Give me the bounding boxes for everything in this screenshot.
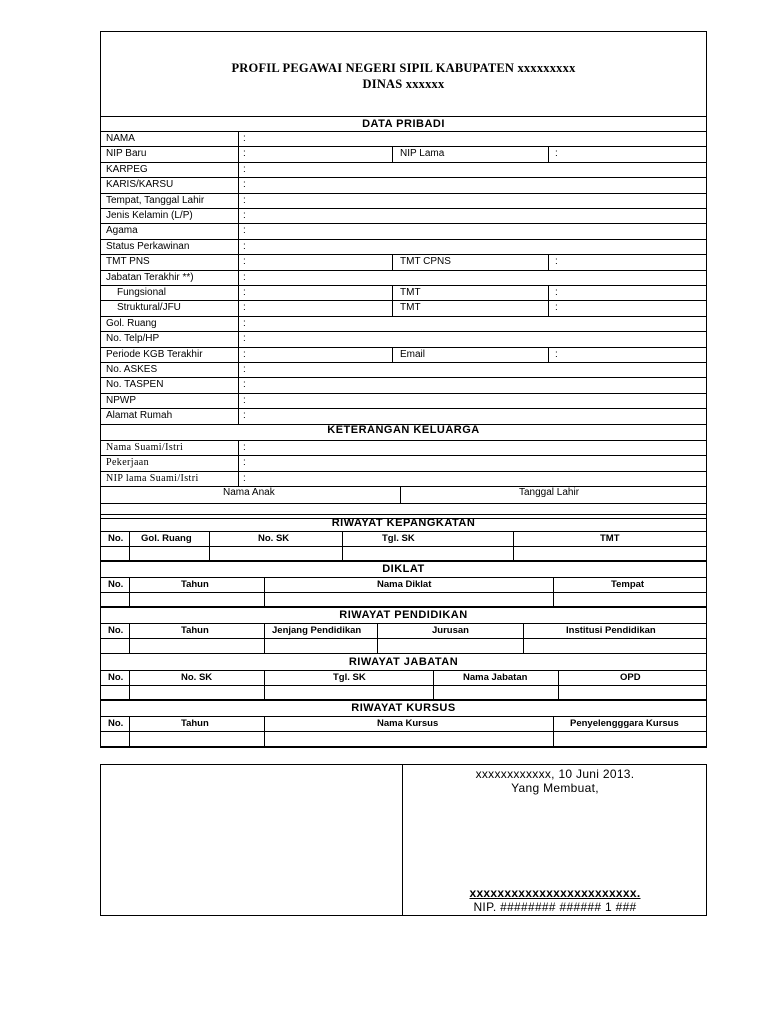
field-label: No. Telp/HP: [106, 333, 160, 345]
section-riwayat-pendidikan: RIWAYAT PENDIDIKAN: [339, 609, 468, 621]
field-colon: :: [243, 317, 246, 329]
field-label: No. TASPEN: [106, 379, 164, 391]
column-header: Jurusan: [432, 625, 469, 636]
signature-place-date: xxxxxxxxxxxx, 10 Juni 2013.: [475, 767, 635, 781]
field-colon: :: [243, 179, 246, 191]
keluarga-field-label: Nama Suami/Istri: [106, 442, 184, 453]
column-header: Tahun: [181, 579, 209, 590]
signature-nip: NIP. ######## ###### 1 ###: [473, 900, 637, 914]
column-header: Tempat: [611, 579, 645, 590]
field-colon: :: [243, 457, 246, 469]
form-title-line1: PROFIL PEGAWAI NEGERI SIPIL KABUPATEN xxxxxxxxx: [231, 61, 576, 75]
field-label: NPWP: [106, 394, 136, 406]
field-label: Agama: [106, 225, 138, 237]
field-label: Jabatan Terakhir **): [106, 271, 194, 283]
field-label: Fungsional: [117, 287, 166, 298]
section-riwayat-kursus: RIWAYAT KURSUS: [351, 702, 456, 714]
column-header: Tgl. SK: [333, 672, 366, 683]
field-colon: :: [243, 225, 246, 237]
field-colon: :: [555, 148, 558, 160]
field-colon: :: [243, 256, 246, 268]
column-header: TMT: [600, 533, 620, 544]
signature-role: Yang Membuat,: [511, 781, 599, 795]
field-label: TMT PNS: [106, 256, 150, 268]
field-label-secondary: TMT: [400, 302, 421, 314]
field-colon: :: [243, 271, 246, 283]
column-header: No.: [108, 672, 124, 683]
section-riwayat-kepangkatan: RIWAYAT KEPANGKATAN: [331, 517, 476, 529]
field-colon: :: [555, 287, 558, 298]
keluarga-field-label: Pekerjaan: [106, 457, 150, 469]
field-colon: :: [243, 364, 246, 375]
field-colon: :: [243, 148, 246, 160]
form-frame: [100, 31, 707, 748]
section-diklat: DIKLAT: [382, 563, 425, 575]
field-label: Jenis Kelamin (L/P): [106, 210, 193, 221]
column-header: Nama Kursus: [377, 718, 439, 729]
column-header: Nama Jabatan: [463, 672, 528, 683]
column-header: Nama Diklat: [377, 579, 432, 590]
field-colon: :: [555, 302, 558, 314]
column-header: Tahun: [181, 625, 209, 636]
form-title-line2: DINAS xxxxxx: [362, 77, 445, 91]
column-header: No.: [108, 718, 124, 729]
field-colon: :: [243, 394, 246, 406]
column-header: OPD: [620, 672, 641, 683]
field-colon: :: [555, 256, 558, 268]
section-riwayat-jabatan: RIWAYAT JABATAN: [348, 656, 459, 668]
field-label: Status Perkawinan: [106, 240, 190, 252]
field-label-secondary: NIP Lama: [400, 148, 445, 160]
col-tanggal-lahir: Tanggal Lahir: [519, 487, 580, 498]
field-label-secondary: TMT: [400, 287, 421, 298]
column-header: Tgl. SK: [382, 533, 415, 544]
signature-name: xxxxxxxxxxxxxxxxxxxxxxxx.: [469, 886, 641, 900]
field-label: NAMA: [106, 133, 135, 144]
field-label: Gol. Ruang: [106, 317, 157, 329]
column-header: No.: [108, 533, 124, 544]
column-header: Gol. Ruang: [141, 533, 192, 544]
field-label: Periode KGB Terakhir: [106, 348, 203, 360]
field-label-secondary: Email: [400, 348, 426, 360]
field-label: Tempat, Tanggal Lahir: [106, 194, 205, 206]
column-header: No. SK: [258, 533, 290, 544]
field-colon: :: [243, 302, 246, 314]
field-label: NIP Baru: [106, 148, 147, 160]
field-colon: :: [243, 163, 246, 175]
field-label-secondary: TMT CPNS: [400, 256, 451, 268]
field-label: Alamat Rumah: [106, 410, 173, 422]
field-colon: :: [243, 333, 246, 345]
field-colon: :: [243, 410, 246, 422]
column-header: No.: [108, 579, 124, 590]
column-header: No.: [108, 625, 124, 636]
field-colon: :: [243, 210, 246, 221]
field-colon: :: [243, 472, 246, 484]
col-nama-anak: Nama Anak: [223, 487, 275, 498]
field-label: KARPEG: [106, 163, 148, 175]
field-colon: :: [243, 348, 246, 360]
field-colon: :: [555, 348, 558, 360]
column-header: Tahun: [181, 718, 209, 729]
keluarga-field-label: NIP lama Suami/Istri: [106, 472, 199, 484]
column-header: No. SK: [181, 672, 213, 683]
field-colon: :: [243, 287, 246, 298]
column-header: Jenjang Pendidikan: [272, 625, 362, 636]
field-colon: :: [243, 194, 246, 206]
field-colon: :: [243, 240, 246, 252]
section-keterangan-keluarga: KETERANGAN KELUARGA: [327, 424, 480, 436]
field-label: KARIS/KARSU: [106, 179, 174, 191]
field-colon: :: [243, 379, 246, 391]
field-colon: :: [243, 133, 246, 144]
section-data-pribadi: DATA PRIBADI: [362, 118, 445, 130]
column-header: Penyelengggara Kursus: [570, 718, 679, 729]
column-header: Institusi Pendidikan: [566, 625, 656, 636]
field-label: No. ASKES: [106, 364, 158, 375]
field-colon: :: [243, 442, 246, 453]
field-label: Struktural/JFU: [117, 302, 181, 314]
